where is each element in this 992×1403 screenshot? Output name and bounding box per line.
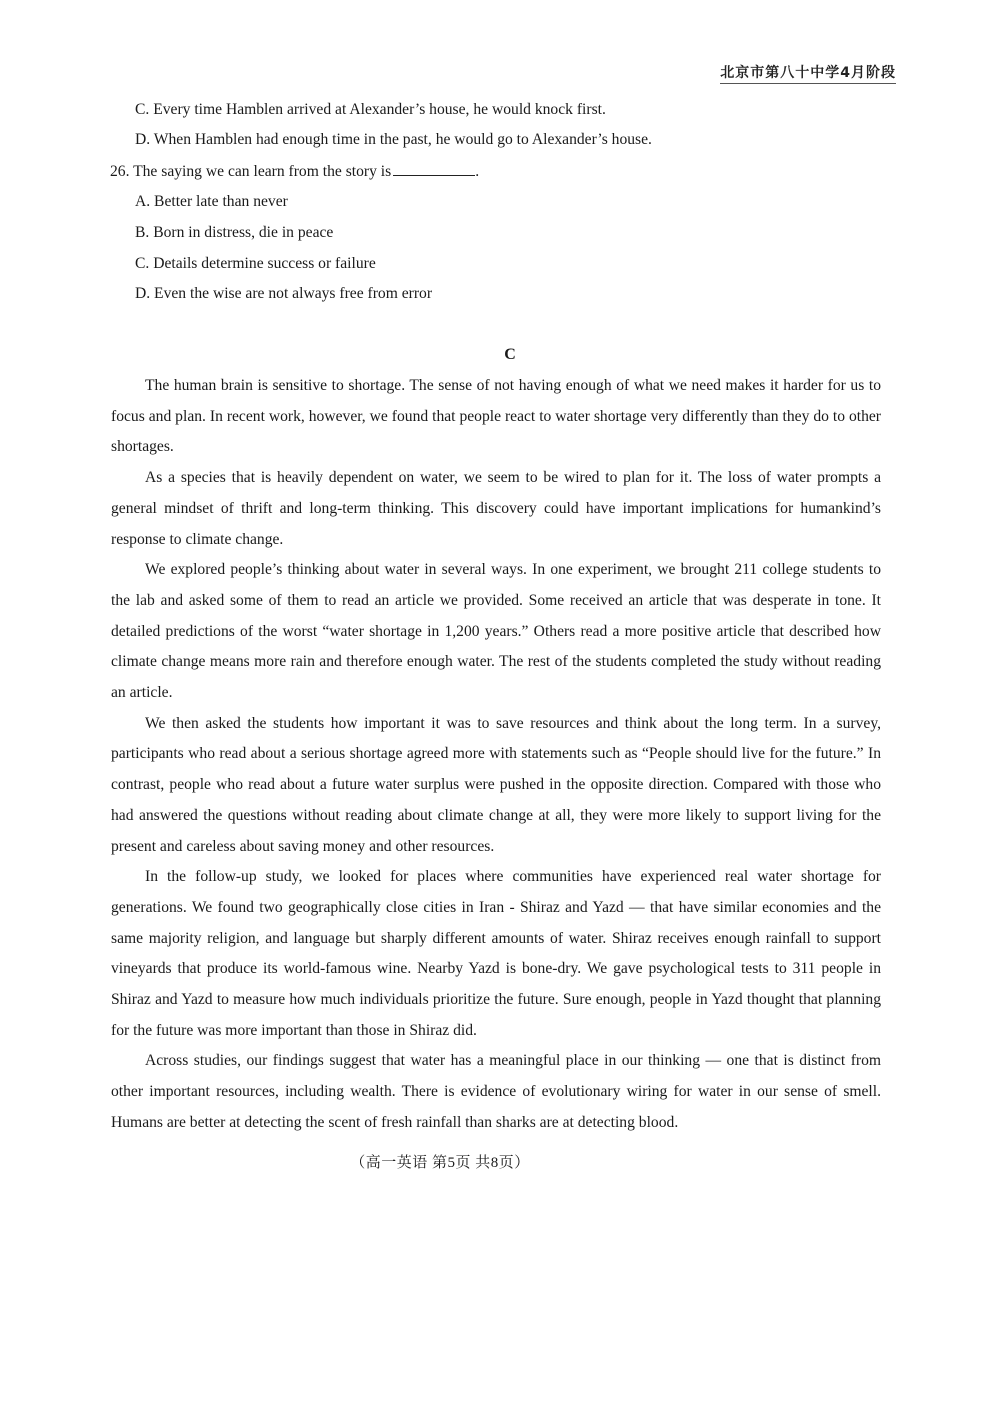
school-header-stamp: 北京市第八十中学4月阶段	[720, 62, 896, 84]
option-b: B. Born in distress, die in peace	[135, 224, 334, 241]
passage-paragraph: Across studies, our findings suggest that water has a meaningful place in our thinking — one that is distinct from other important resources, including wealth. There is evidence of evolutionary wiring for water in our sense of smell. Humans are better at detecting the scent of fresh rainfall than sharks are at detecting blood.	[111, 1052, 881, 1131]
option-c-prev: C. Every time Hamblen arrived at Alexander’s house, he would knock first.	[135, 101, 606, 118]
option-d-prev: D. When Hamblen had enough time in the past, he would go to Alexander’s house.	[135, 131, 652, 148]
passage-paragraph: In the follow-up study, we looked for places where communities have experienced real water shortage for generations. We found two geographically close cities in Iran - Shiraz and Yazd — that have similar economies and the same majority religion, and language but sharply different amounts of water. Shiraz receives enough rainfall to support vineyards that produce its world-famous wine. Nearby Yazd is bone-dry. We gave psychological tests to 311 people in Shiraz and Yazd to measure how much individuals prioritize the future. Sure enough, people in Yazd thought that planning for the future was more important than those in Shiraz did.	[111, 868, 881, 1039]
page-footer: （高一英语 第5页 共8页）	[350, 1155, 530, 1171]
section-heading: C	[504, 346, 516, 363]
question-26-stem	[110, 161, 479, 182]
question-26-text: 26. The saying we can learn from the story is	[110, 163, 392, 180]
answer-blank	[393, 161, 475, 176]
option-a: A. Better late than never	[135, 193, 288, 210]
option-c: C. Details determine success or failure	[135, 255, 376, 272]
option-d: D. Even the wise are not always free from error	[135, 285, 433, 302]
passage-paragraph: The human brain is sensitive to shortage. The sense of not having enough of what we need makes it harder for us to focus and plan. In recent work, however, we found that people react to water shortage very differently than they do to other shortages.	[111, 377, 881, 456]
reading-passage	[111, 371, 881, 1139]
question-26-end: .	[475, 163, 480, 180]
passage-paragraph: We then asked the students how important it was to save resources and think about the long term. In a survey, participants who read about a serious shortage agreed more with statements such as “People should live for the future.” In contrast, people who read about a future water surplus were pushed in the opposite direction. Compared with those who had answered the questions without reading about climate change at all, they were more likely to support living for the present and careless about saving money and other resources.	[111, 714, 881, 855]
passage-paragraph: We explored people’s thinking about water in several ways. In one experiment, we brought 211 college students to the lab and asked some of them to read an article we provided. Some received an article that was desperate in tone. It detailed predictions of the worst “water shortage in 1,200 years.” Others read a more positive article that described how climate change means more rain and therefore enough water. The rest of the students completed the study without reading an article.	[111, 561, 881, 702]
passage-paragraph: As a species that is heavily dependent on water, we seem to be wired to plan for it. The loss of water prompts a general mindset of thrift and long-term thinking. This discovery could have important implications for humankind’s response to climate change.	[111, 469, 881, 548]
